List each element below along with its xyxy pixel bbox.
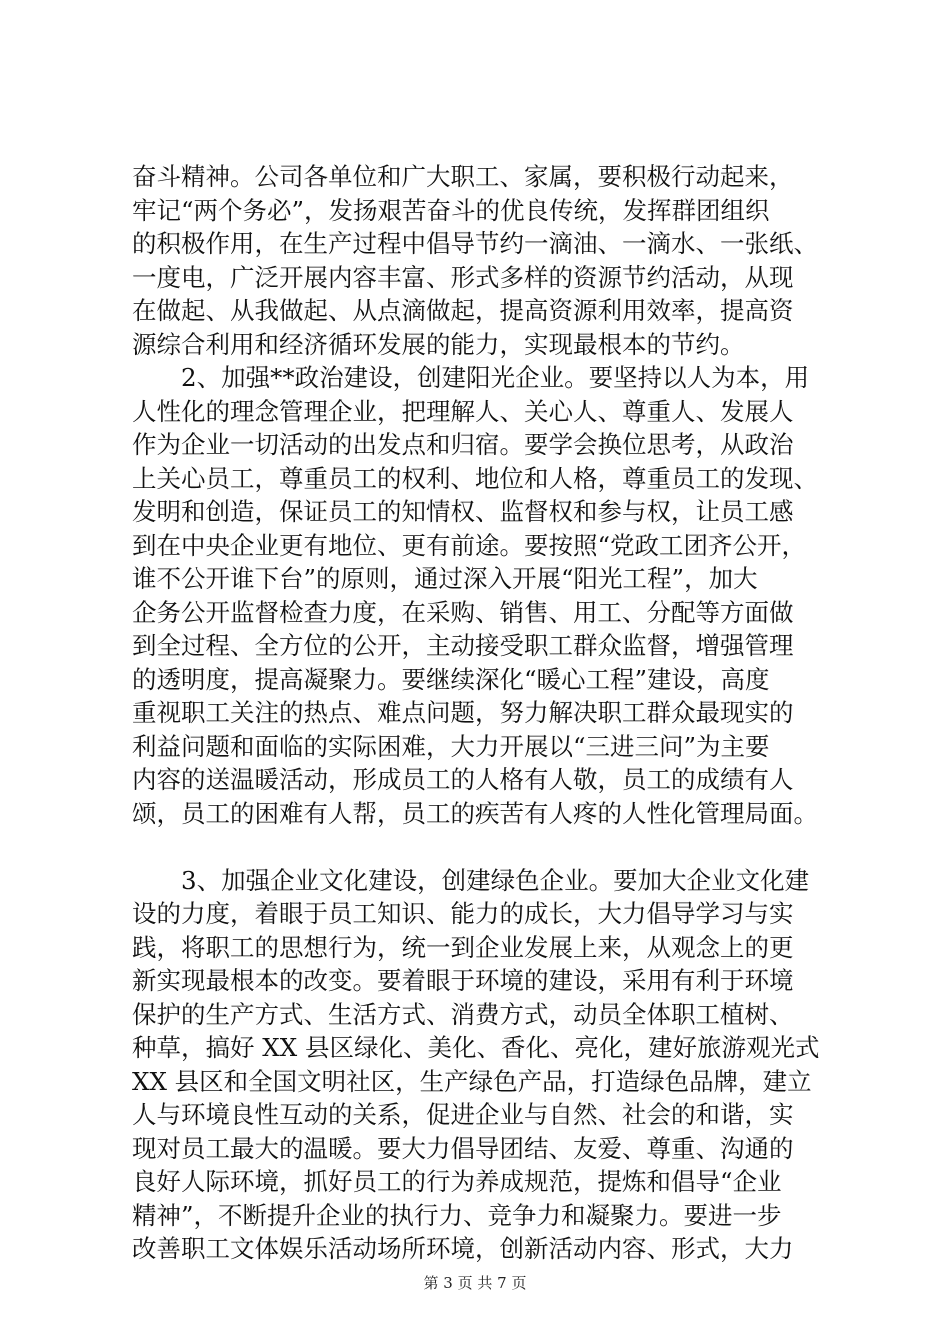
text-line: 践，将职工的思想行为，统一到企业发展上来，从观念上的更 [132,932,794,962]
text-line: 谁不公开谁下台”的原则，通过深入开展“阳光工程”，加大 [132,564,758,593]
text-line: 重视职工关注的热点、难点问题，努力解决职工群众最现实的 [132,698,794,727]
text-line: 新实现最根本的改变。要着眼于环境的建设，采用有利于环境 [132,966,794,995]
text-line: 企务公开监督检查力度，在采购、销售、用工、分配等方面做 [132,597,794,627]
text-line: 保护的生产方式、生活方式、消费方式，动员全体职工植树、 [132,999,794,1029]
text-line: 上关心员工，尊重员工的权利、地位和人格，尊重员工的发现、 [132,463,818,493]
text-line: 的积极作用，在生产过程中倡导节约一滴油、一滴水、一张纸、 [132,229,818,258]
text-line: 改善职工文体娱乐活动场所环境，创新活动内容、形式，大力 [132,1234,794,1263]
text-line: XX 县区和全国文明社区，生产绿色产品，打造绿色品牌，建立 [132,1066,812,1096]
text-line: 内容的送温暖活动，形成员工的人格有人敬，员工的成绩有人 [132,765,794,794]
text-line: 到全过程、全方位的公开，主动接受职工群众监督，增强管理 [132,631,794,660]
paragraph-1 [132,160,834,361]
text-line: 2、加强**政治建设，创建阳光企业。要坚持以人为本，用 [132,363,810,392]
text-line: 奋斗精神。公司各单位和广大职工、家属，要积极行动起来， [132,162,794,191]
text-line: 发明和创造，保证员工的知情权、监督权和参与权，让员工感 [132,497,794,526]
paragraph-2 [132,361,834,830]
page-number: 第 3 页 共 7 页 [423,1274,527,1292]
text-line: 利益问题和面临的实际困难，大力开展以“三进三问”为主要 [132,731,770,761]
text-line: 精神”，不断提升企业的执行力、竞争力和凝聚力。要进一步 [132,1200,782,1230]
text-line: 设的力度，着眼于员工知识、能力的成长，大力倡导学习与实 [132,899,794,928]
text-line: 一度电，广泛开展内容丰富、形式多样的资源节约活动，从现 [132,262,794,292]
text-line: 3、加强企业文化建设，创建绿色企业。要加大企业文化建 [132,865,810,895]
page-footer [0,1272,950,1293]
paragraph-3 [132,864,834,1266]
text-line: 颂，员工的困难有人帮，员工的疾苦有人疼的人性化管理局面。 [132,798,818,828]
text-line: 的透明度，提高凝聚力。要继续深化“暖心工程”建设，高度 [132,664,770,694]
text-line: 源综合利用和经济循环发展的能力，实现最根本的节约。 [132,329,745,359]
text-line: 人性化的理念管理企业，把理解人、关心人、尊重人、发展人 [132,396,794,426]
text-line: 在做起、从我做起、从点滴做起，提高资源利用效率，提高资 [132,296,794,325]
text-line: 人与环境良性互动的关系，促进企业与自然、社会的和谐，实 [132,1100,794,1129]
text-line: 到在中央企业更有地位、更有前途。要按照“党政工团齐公开， [132,530,807,560]
paragraph-gap [132,830,834,864]
text-line: 良好人际环境，抓好员工的行为养成规范，提炼和倡导“企业 [132,1167,782,1196]
text-line: 牢记“两个务必”，发扬艰苦奋斗的优良传统，发挥群团组织 [132,195,770,225]
body-text [132,160,834,1266]
text-line: 作为企业一切活动的出发点和归宿。要学会换位思考，从政治 [132,430,794,459]
text-line: 现对员工最大的温暖。要大力倡导团结、友爱、尊重、沟通的 [132,1133,794,1163]
text-line: 种草，搞好 XX 县区绿化、美化、香化、亮化，建好旅游观光式 [132,1033,820,1062]
